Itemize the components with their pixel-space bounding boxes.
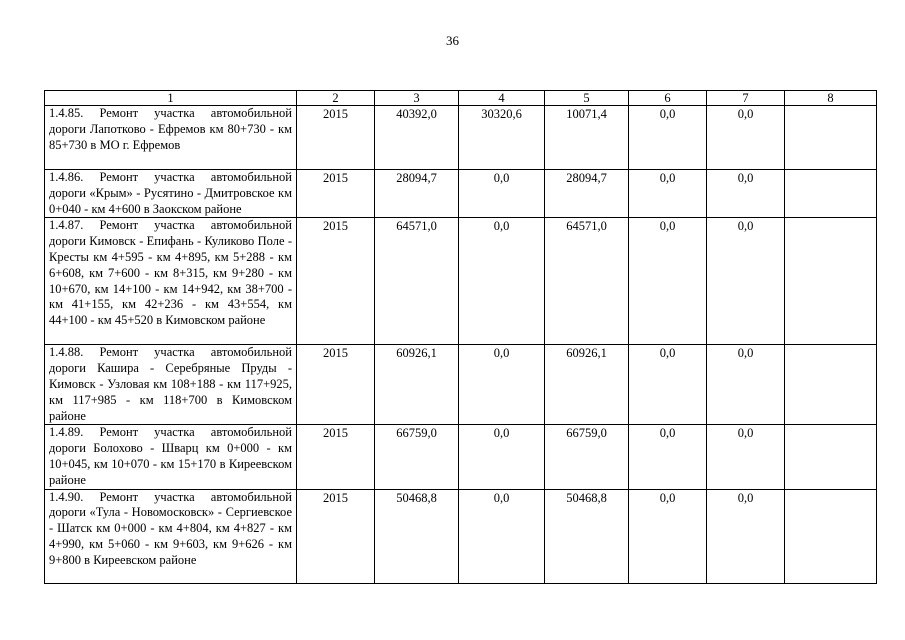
row-col-4: 0,0 (459, 489, 545, 583)
row-col-7: 0,0 (707, 345, 785, 425)
header-col-5: 5 (545, 91, 629, 106)
row-col-7: 0,0 (707, 170, 785, 218)
row-year: 2015 (297, 425, 375, 489)
row-col-6: 0,0 (629, 345, 707, 425)
row-col-8 (785, 489, 877, 583)
row-col-7: 0,0 (707, 425, 785, 489)
row-col-5: 50468,8 (545, 489, 629, 583)
table-row (45, 170, 877, 218)
row-col-6: 0,0 (629, 489, 707, 583)
row-col-7: 0,0 (707, 489, 785, 583)
row-col-7: 0,0 (707, 218, 785, 345)
row-col-8 (785, 170, 877, 218)
row-description: 1.4.86. Ремонт участка автомобильной дороги «Крым» - Русятино - Дмитровское км 0+040 - км 4+600 в Заокском районе (45, 170, 297, 218)
row-description: 1.4.87. Ремонт участка автомобильной дороги Кимовск - Епифань - Куликово Поле - Кресты км 4+595 - км 4+895, км 5+288 - км 6+608, км 7+600 - км 8+315, км 9+280 - км 10+670, км 14+100 - км 14+942, км 38+700 - км 41+155, км 42+236 - км 43+554, км 44+100 - км 45+520 в Кимовском районе (45, 218, 297, 345)
header-col-1: 1 (45, 91, 297, 106)
row-col-5: 66759,0 (545, 425, 629, 489)
header-col-3: 3 (375, 91, 459, 106)
row-col-4: 30320,6 (459, 106, 545, 170)
header-col-4: 4 (459, 91, 545, 106)
row-year: 2015 (297, 489, 375, 583)
roads-repair-table (44, 90, 877, 584)
row-year: 2015 (297, 170, 375, 218)
row-col-6: 0,0 (629, 106, 707, 170)
row-description: 1.4.89. Ремонт участка автомобильной дороги Болохово - Шварц км 0+000 - км 10+045, км 10+070 - км 15+170 в Киреевском районе (45, 425, 297, 489)
row-col-3: 60926,1 (375, 345, 459, 425)
row-col-7: 0,0 (707, 106, 785, 170)
row-col-3: 40392,0 (375, 106, 459, 170)
row-description: 1.4.88. Ремонт участка автомобильной дороги Кашира - Серебряные Пруды - Кимовск - Узловая км 108+188 - км 117+925, км 117+985 - км 118+700 в Кимовском районе (45, 345, 297, 425)
row-description: 1.4.85. Ремонт участка автомобильной дороги Лапотково - Ефремов км 80+730 - км 85+730 в МО г. Ефремов (45, 106, 297, 170)
row-col-8 (785, 106, 877, 170)
header-col-7: 7 (707, 91, 785, 106)
row-col-6: 0,0 (629, 170, 707, 218)
row-description: 1.4.90. Ремонт участка автомобильной дороги «Тула - Новомосковск» - Сергиевское - Шатск км 0+000 - км 4+804, км 4+827 - км 4+990, км 5+060 - км 9+603, км 9+626 - км 9+800 в Киреевском районе (45, 489, 297, 583)
header-row (45, 91, 877, 106)
row-col-5: 10071,4 (545, 106, 629, 170)
row-col-6: 0,0 (629, 218, 707, 345)
page-number: 36 (446, 33, 459, 48)
row-col-3: 28094,7 (375, 170, 459, 218)
row-col-8 (785, 345, 877, 425)
row-col-6: 0,0 (629, 425, 707, 489)
row-col-5: 28094,7 (545, 170, 629, 218)
row-col-3: 64571,0 (375, 218, 459, 345)
table-row (45, 218, 877, 345)
row-col-3: 66759,0 (375, 425, 459, 489)
table-row (45, 106, 877, 170)
table-row (45, 425, 877, 489)
row-col-5: 64571,0 (545, 218, 629, 345)
row-col-3: 50468,8 (375, 489, 459, 583)
row-col-4: 0,0 (459, 218, 545, 345)
row-year: 2015 (297, 345, 375, 425)
row-year: 2015 (297, 106, 375, 170)
header-col-8: 8 (785, 91, 877, 106)
header-col-6: 6 (629, 91, 707, 106)
row-col-8 (785, 218, 877, 345)
row-col-8 (785, 425, 877, 489)
row-year: 2015 (297, 218, 375, 345)
row-col-5: 60926,1 (545, 345, 629, 425)
header-col-2: 2 (297, 91, 375, 106)
row-col-4: 0,0 (459, 170, 545, 218)
row-col-4: 0,0 (459, 345, 545, 425)
row-col-4: 0,0 (459, 425, 545, 489)
table-row (45, 489, 877, 583)
table-row (45, 345, 877, 425)
